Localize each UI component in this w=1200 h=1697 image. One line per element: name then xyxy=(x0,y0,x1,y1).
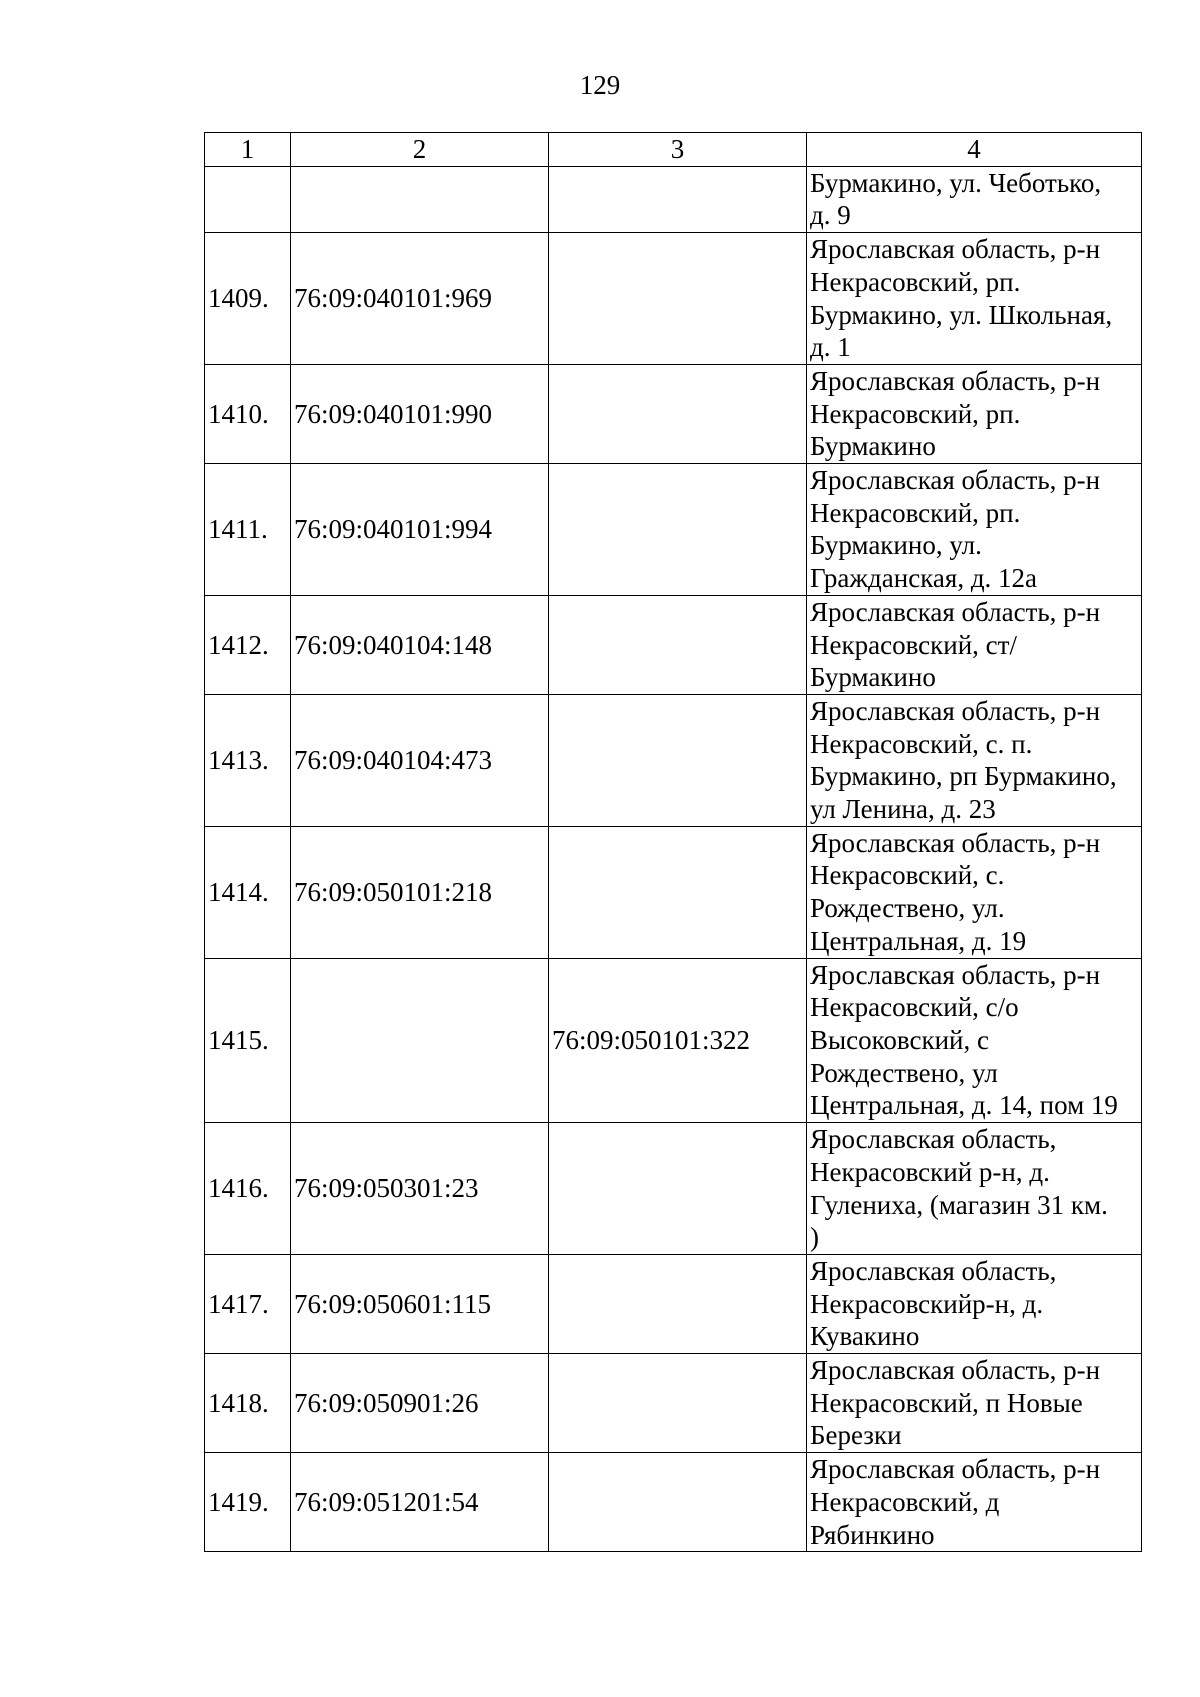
address-line: Некрасовский, рп. xyxy=(810,497,1021,528)
table-row xyxy=(205,958,1142,1123)
cadastral-number-cell: 76:09:050101:218 xyxy=(291,826,549,958)
address-cell xyxy=(807,364,1142,463)
registry-table xyxy=(204,132,1142,1552)
cadastral-number-cell: 76:09:050301:23 xyxy=(291,1123,549,1255)
header-col-3: 3 xyxy=(549,133,807,167)
address-line: Рябинкино xyxy=(810,1519,935,1550)
address-line: Бурмакино, ул. Чеботько, xyxy=(810,167,1102,198)
address-line: Ярославская область, р-н xyxy=(810,695,1101,726)
address-line: Ярославская область, р-н xyxy=(810,365,1101,396)
address-cell xyxy=(807,166,1142,232)
address-cell xyxy=(807,233,1142,365)
address-line: Некрасовский, ст/ xyxy=(810,629,1017,660)
cadastral-number-alt-cell xyxy=(549,595,807,694)
page-number: 129 xyxy=(579,70,621,100)
table-row xyxy=(205,1354,1142,1453)
address-cell xyxy=(807,958,1142,1123)
table-row xyxy=(205,1453,1142,1552)
cadastral-number-cell xyxy=(291,166,549,232)
address-cell xyxy=(807,1254,1142,1353)
address-cell xyxy=(807,595,1142,694)
address-line: Ярославская область, р-н xyxy=(810,827,1101,858)
address-cell xyxy=(807,464,1142,596)
address-line: Центральная, д. 14, пом 19 xyxy=(810,1090,1118,1121)
address-line: Ярославская область, р-н xyxy=(810,1355,1101,1386)
address-line: Рождествено, ул xyxy=(810,1057,998,1088)
address-line: Некрасовский р-н, д. xyxy=(810,1156,1050,1187)
address-line: Ярославская область, р-н xyxy=(810,465,1101,496)
table-row xyxy=(205,166,1142,232)
address-line: Некрасовский, с/о xyxy=(810,992,1019,1023)
address-line: Бурмакино, ул. xyxy=(810,530,982,561)
address-line: Ярославская область, р-н xyxy=(810,1454,1101,1485)
cadastral-number-cell: 76:09:051201:54 xyxy=(291,1453,549,1552)
address-line: д. 1 xyxy=(810,332,851,363)
cadastral-number-cell: 76:09:050901:26 xyxy=(291,1354,549,1453)
row-number-cell: 1409. xyxy=(205,233,291,365)
cadastral-number-alt-cell xyxy=(549,233,807,365)
address-line: Ярославская область, р-н xyxy=(810,596,1101,627)
cadastral-number-alt-cell: 76:09:050101:322 xyxy=(549,958,807,1123)
address-line: Ярославская область, xyxy=(810,1124,1057,1155)
cadastral-number-alt-cell xyxy=(549,1354,807,1453)
row-number-cell: 1413. xyxy=(205,694,291,826)
row-number-cell: 1418. xyxy=(205,1354,291,1453)
address-line: Бурмакино, ул. Школьная, xyxy=(810,299,1113,330)
header-col-4: 4 xyxy=(807,133,1142,167)
cadastral-number-alt-cell xyxy=(549,826,807,958)
cadastral-number-alt-cell xyxy=(549,166,807,232)
header-col-2: 2 xyxy=(291,133,549,167)
address-line: Центральная, д. 19 xyxy=(810,925,1027,956)
address-line: Гражданская, д. 12а xyxy=(810,563,1038,594)
row-number-cell xyxy=(205,166,291,232)
address-line: Березки xyxy=(810,1420,902,1451)
address-cell xyxy=(807,694,1142,826)
address-line: Ярославская область, xyxy=(810,1255,1057,1286)
header-row xyxy=(205,133,1142,167)
table-row xyxy=(205,1254,1142,1353)
address-line: Ярославская область, р-н xyxy=(810,234,1101,265)
cadastral-number-alt-cell xyxy=(549,464,807,596)
cadastral-number-cell: 76:09:040101:990 xyxy=(291,364,549,463)
address-line: Некрасовский, д xyxy=(810,1486,1000,1517)
address-line: Некрасовский, п Новые xyxy=(810,1387,1083,1418)
address-cell xyxy=(807,826,1142,958)
cadastral-number-cell xyxy=(291,958,549,1123)
row-number-cell: 1411. xyxy=(205,464,291,596)
table-row xyxy=(205,233,1142,365)
address-line: Высоковский, с xyxy=(810,1024,989,1055)
address-cell xyxy=(807,1123,1142,1255)
table-body xyxy=(205,166,1142,1552)
address-line: Бурмакино, рп Бурмакино, xyxy=(810,761,1117,792)
table-row xyxy=(205,1123,1142,1255)
address-line: Гулениха, (магазин 31 км. xyxy=(810,1189,1108,1220)
cadastral-number-cell: 76:09:040101:969 xyxy=(291,233,549,365)
row-number-cell: 1414. xyxy=(205,826,291,958)
address-line: Рождествено, ул. xyxy=(810,893,1005,924)
address-cell xyxy=(807,1354,1142,1453)
table-row xyxy=(205,595,1142,694)
address-line: д. 9 xyxy=(810,200,851,231)
row-number-cell: 1416. xyxy=(205,1123,291,1255)
cadastral-number-alt-cell xyxy=(549,694,807,826)
address-line: ул Ленина, д. 23 xyxy=(810,794,996,825)
address-line: Некрасовский, рп. xyxy=(810,398,1021,429)
cadastral-number-alt-cell xyxy=(549,1123,807,1255)
cadastral-number-alt-cell xyxy=(549,1453,807,1552)
address-line: Ярославская область, р-н xyxy=(810,959,1101,990)
table-row xyxy=(205,364,1142,463)
address-line: Бурмакино xyxy=(810,662,936,693)
address-line: Некрасовскийр-н, д. xyxy=(810,1288,1044,1319)
cadastral-number-cell: 76:09:040101:994 xyxy=(291,464,549,596)
address-line: Некрасовский, с. п. xyxy=(810,728,1033,759)
cadastral-number-cell: 76:09:040104:148 xyxy=(291,595,549,694)
table-row xyxy=(205,464,1142,596)
cadastral-number-alt-cell xyxy=(549,1254,807,1353)
address-line: Кувакино xyxy=(810,1321,920,1352)
row-number-cell: 1417. xyxy=(205,1254,291,1353)
row-number-cell: 1419. xyxy=(205,1453,291,1552)
address-line: Некрасовский, с. xyxy=(810,860,1005,891)
address-cell xyxy=(807,1453,1142,1552)
table-row xyxy=(205,694,1142,826)
table-header xyxy=(205,133,1142,167)
table-row xyxy=(205,826,1142,958)
row-number-cell: 1410. xyxy=(205,364,291,463)
address-line: ) xyxy=(810,1222,819,1253)
address-line: Бурмакино xyxy=(810,431,936,462)
cadastral-number-cell: 76:09:040104:473 xyxy=(291,694,549,826)
row-number-cell: 1415. xyxy=(205,958,291,1123)
row-number-cell: 1412. xyxy=(205,595,291,694)
cadastral-number-alt-cell xyxy=(549,364,807,463)
cadastral-number-cell: 76:09:050601:115 xyxy=(291,1254,549,1353)
header-col-1: 1 xyxy=(205,133,291,167)
address-line: Некрасовский, рп. xyxy=(810,266,1021,297)
